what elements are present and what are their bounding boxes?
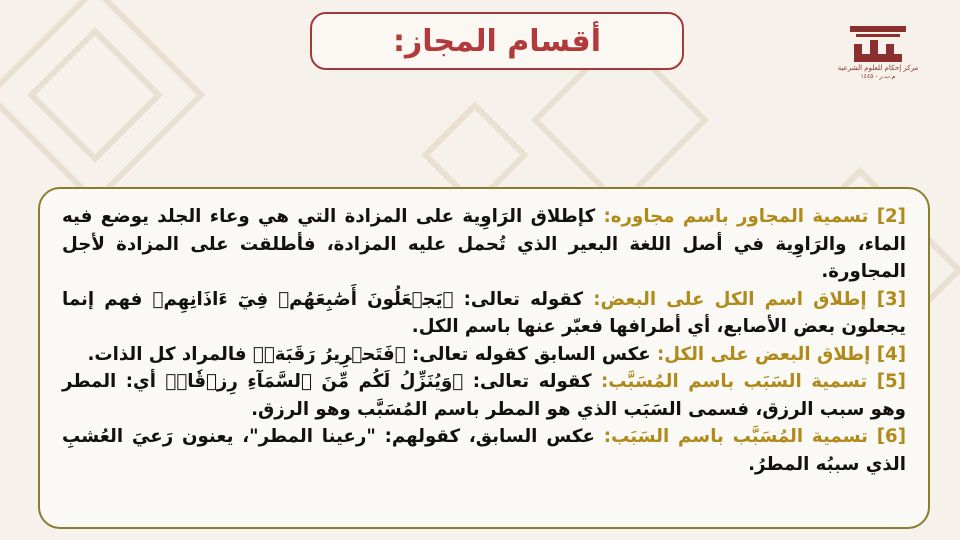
content-box <box>38 187 930 529</box>
section-body: عكس السابق، كقولهم: "رعينا المطر"، يعنون رَعيَ العُشبِ الذي سببُه المطرُ. <box>62 426 906 475</box>
page-title: أقسام المجاز: <box>393 23 601 59</box>
section-heading: [3] إطلاق اسم الكل على البعض: <box>593 288 906 310</box>
logo-subtitle: مركز إحكام للعلوم الشرعية <box>837 64 919 72</box>
section-heading: [2] تسمية المجاور باسم مجاوره: <box>603 206 906 227</box>
logo-tagline: م.ب.ر - ١٤٤٥ <box>860 73 896 80</box>
section-body: عكس السابق كقوله تعالى: ﴿فَتَحۡرِيرُ رَقَبَةٖ﴾ فالمراد كل الذات. <box>87 343 657 365</box>
title-box <box>310 12 684 70</box>
section-heading: [6] تسمية المُسَبَّب باسم السَبَب: <box>603 426 906 447</box>
section-2 <box>62 203 906 286</box>
section-body: كإطلاق الرَاوِية على المزادة التي هي وعاء الجلد يوضع فيه الماء، والرَاوِية في أصل اللغة البعير الذي تُحمل عليه المزادة، فأطلقت على المزادة لأجل المجاورة. <box>62 206 906 282</box>
section-heading: [5] تسمية السَبَب باسم المُسَبَّب: <box>601 371 906 392</box>
section-6 <box>62 423 906 478</box>
logo-mark-icon <box>848 24 908 64</box>
section-4 <box>62 341 906 369</box>
section-3 <box>62 286 906 341</box>
logo <box>837 24 919 94</box>
section-body: كقوله تعالى: ﴿وَيُنَزِّلُ لَكُم مِّنَ ٱلسَّمَآءِ رِزۡقٗاۚ﴾ أي: المطر وهو سبب الرزق، فسمى السَبَب الذي هو المطر باسم المُسَبَّب وهو الرزق. <box>62 371 906 420</box>
content-text <box>62 203 906 478</box>
section-heading: [4] إطلاق البعض على الكل: <box>656 343 906 365</box>
section-body: كقوله تعالى: ﴿يَجۡعَلُونَ أَصَٰبِعَهُمۡ فِيٓ ءَاذَانِهِم﴾ فهم إنما يجعلون بعض الأصابع، أي أطرافها فعبّر عنها باسم الكل. <box>62 288 906 337</box>
section-5 <box>62 368 906 423</box>
